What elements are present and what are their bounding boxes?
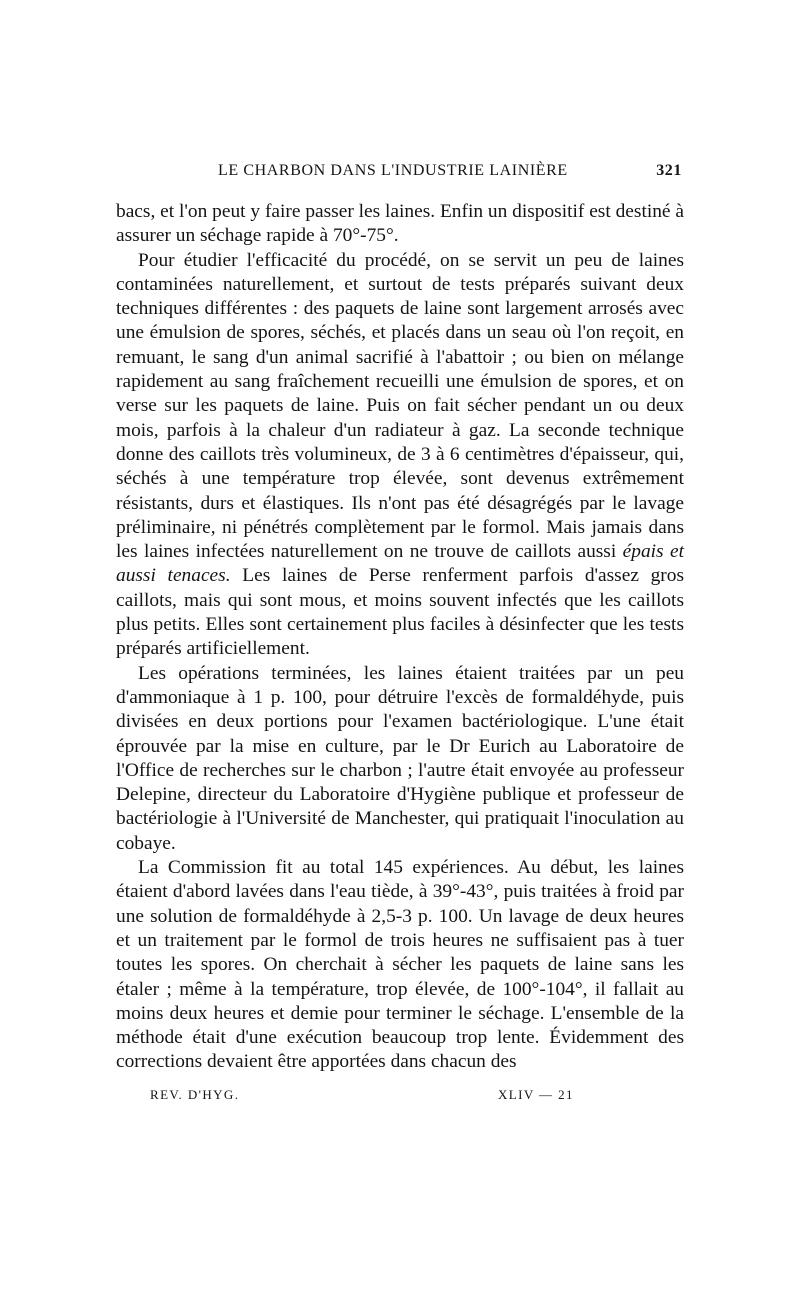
- page-number: 321: [656, 162, 682, 179]
- running-title: LE CHARBON DANS L'INDUSTRIE LAINIÈRE: [218, 162, 568, 179]
- paragraph-2-part-b: Les laines de Perse renferment parfois d'assez gros caillots, mais qui sont mous, et moins souvent infectés que les caillots plus petits. Elles sont certainement plus faciles à désinfecter que les tests préparés artificiellement.: [116, 565, 685, 660]
- paragraph-4: La Commission fit au total 145 expériences. Au début, les laines étaient d'abord lavées dans l'eau tiède, à 39°-43°, puis traitées à froid par une solution de formaldéhyde à 2,5-3 p. 100. Un lavage de deux heures et un traitement par le formol de trois heures ne suffisaient pas à tuer toutes les spores. On cherchait à sécher les paquets de laine sans les étaler ; même à la température, trop élevée, de 100°-104°, il fallait au moins deux heures et demie pour terminer le séchage. L'ensemble de la méthode était d'une exécution beaucoup trop lente. Évidemment des corrections devaient être apportées dans chacun des: [116, 857, 684, 1073]
- paragraph-3: Les opérations terminées, les laines étaient traitées par un peu d'ammoniaque à 1 p. 100, pour détruire l'excès de formaldéhyde, puis divisées en deux portions pour l'examen bactériologique. L'une était éprouvée par la mise en culture, par le Dr Eurich au Laboratoire de l'Office de recherches sur le charbon ; l'autre était envoyée au professeur Delepine, directeur du Laboratoire d'Hygiène publique et professeur de bactériologie à l'Université de Manchester, qui pratiquait l'inoculation au cobaye.: [116, 662, 684, 854]
- paragraph-2-part-a: Pour étudier l'efficacité du procédé, on se servit un peu de laines contaminées naturellement, et surtout de tests préparés suivant deux techniques différentes : des paquets de laine sont largement arrosés avec une émulsion de spores, séchés, et placés dans un seau où l'on reçoit, en remuant, le sang d'un animal sacrifié à l'abattoir ; ou bien on mélange rapidement au sang fraîchement recueilli une émulsion de spores, et on verse sur les paquets de laine. Puis on fait sécher pendant un ou deux mois, parfois à la chaleur d'un radiateur à gaz. La seconde technique donne des caillots très volumineux, de 3 à 6 centimètres d'épaisseur, qui, séchés à une température trop élevée, sont devenus extrêmement résistants, durs et élastiques. Ils n'ont pas été désagrégés par le lavage préliminaire, ni pénétrés complètement par le formol. Mais jamais dans les laines infectées naturellement on ne trouve de caillots aussi: [116, 249, 684, 563]
- paragraph-2-italic: épais et aussi tenaces.: [116, 541, 684, 587]
- paragraph-1: bacs, et l'on peut y faire passer les laines. Enfin un dispositif est destiné à assurer un séchage rapide à 70°-75°.: [116, 201, 684, 247]
- page-header: [116, 160, 684, 188]
- journal-signature: REV. D'HYG.: [150, 1086, 240, 1102]
- body-text: [116, 200, 684, 1075]
- volume-signature: XLIV — 21: [498, 1086, 574, 1102]
- book-page: [116, 160, 684, 1109]
- paragraph-2: [116, 249, 684, 662]
- page-footer: [116, 1085, 684, 1109]
